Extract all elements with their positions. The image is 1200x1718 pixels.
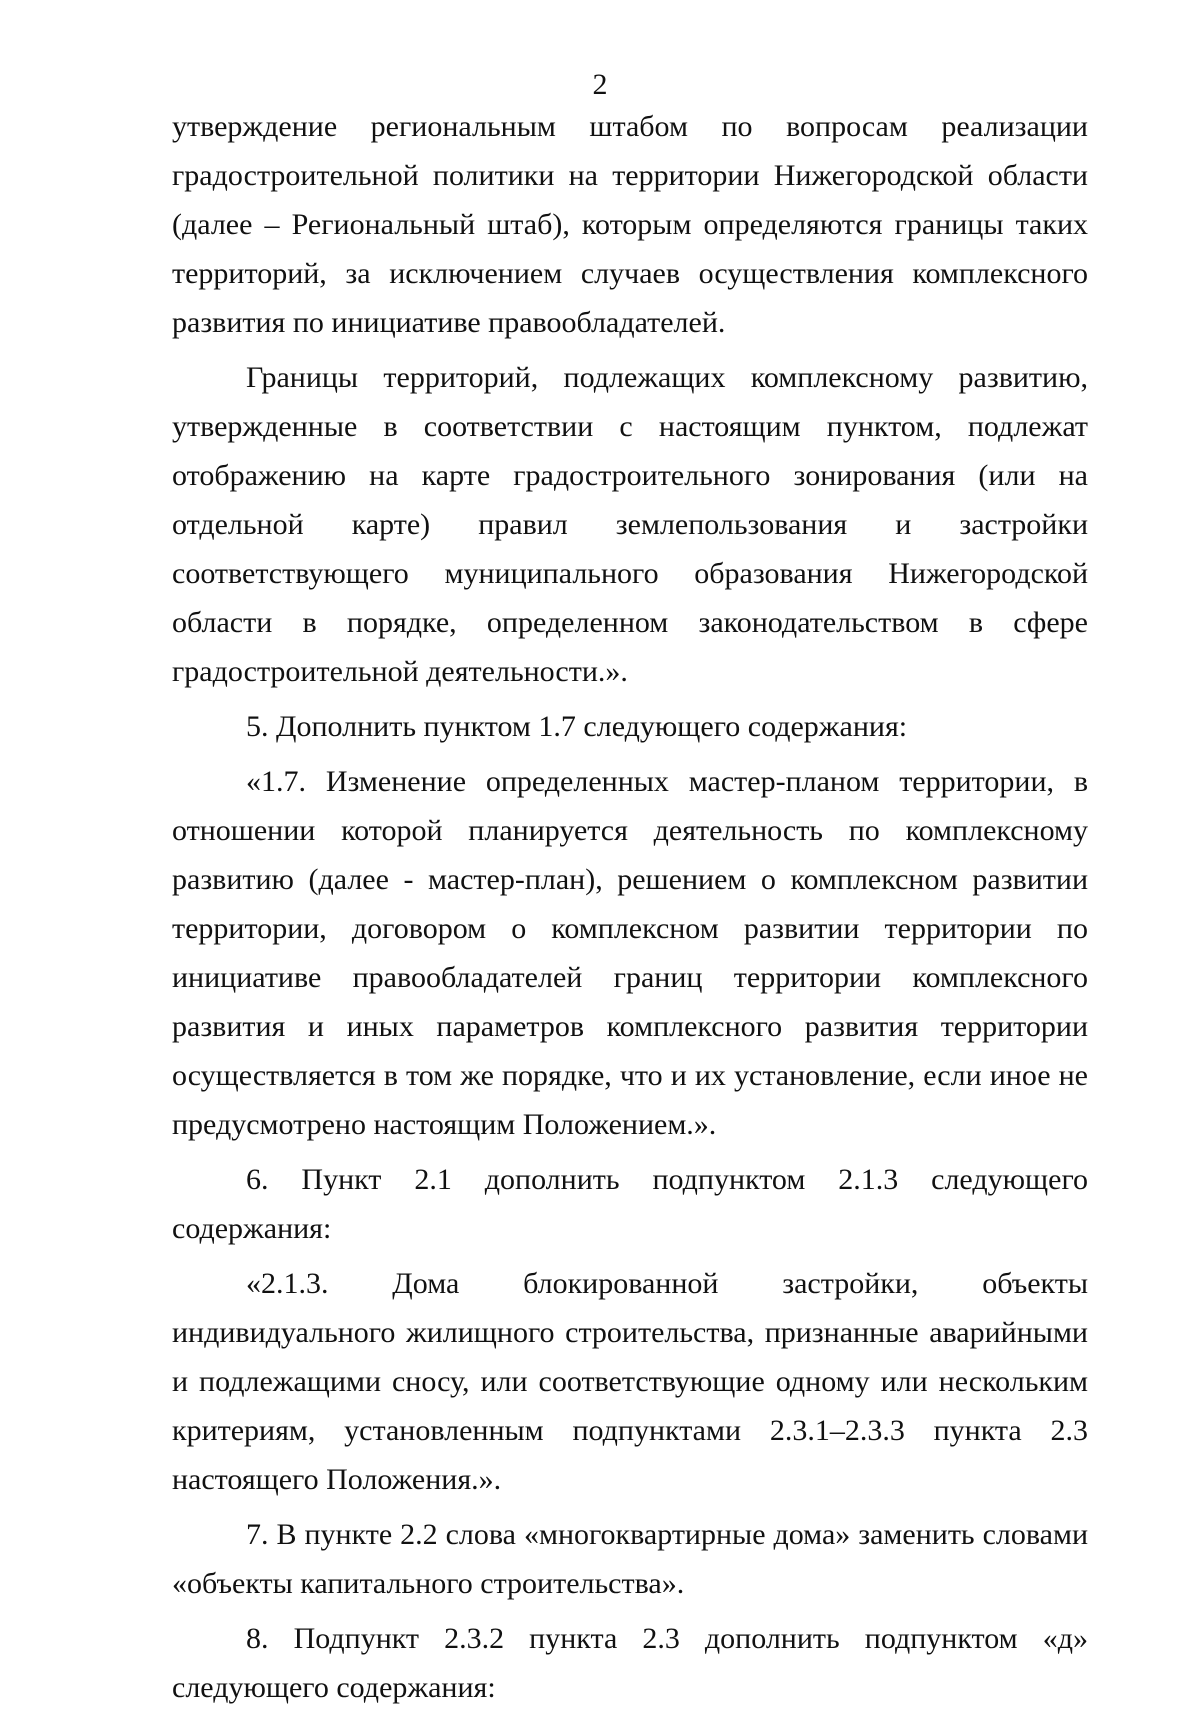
paragraph-item-8: 8. Подпункт 2.3.2 пункта 2.3 дополнить подпунктом «д» следующего содержания: xyxy=(172,1622,1088,1704)
paragraph-continuation: утверждение региональным штабом по вопросам реализации градостроительной политики на территории Нижегородской области (далее – Региональный штаб), которым определяются границы таких территорий, за исключением случаев осуществления комплексного развития по инициативе правообладателей. xyxy=(172,110,1088,339)
document-body xyxy=(172,102,1088,1718)
paragraph-clause-1-7: «1.7. Изменение определенных мастер-планом территории, в отношении которой планируется деятельность по комплексному развитию (далее - мастер-план), решением о комплексном развитии территории, договором о комплексном развитии территории по инициативе правообладателей границ территории комплексного развития и иных параметров комплексного развития территории осуществляется в том же порядке, что и их установление, если иное не предусмотрено настоящим Положением.». xyxy=(172,765,1088,1141)
paragraph-boundaries: Границы территорий, подлежащих комплексному развитию, утвержденные в соответствии с настоящим пунктом, подлежат отображению на карте градостроительного зонирования (или на отдельной карте) правил землепользования и застройки соответствующего муниципального образования Нижегородской области в порядке, определенном законодательством в сфере градостроительной деятельности.». xyxy=(172,361,1088,688)
page-number: 2 xyxy=(592,68,608,101)
paragraph-clause-2-1-3: «2.1.3. Дома блокированной застройки, объекты индивидуального жилищного строительства, признанные аварийными и подлежащими сносу, или соответствующие одному или нескольким критериям, установленным подпунктами 2.3.1–2.3.3 пункта 2.3 настоящего Положения.». xyxy=(172,1267,1088,1496)
paragraph-item-5: 5. Дополнить пунктом 1.7 следующего содержания: xyxy=(246,710,908,743)
paragraph-item-6: 6. Пункт 2.1 дополнить подпунктом 2.1.3 следующего содержания: xyxy=(172,1163,1088,1245)
paragraph-item-7: 7. В пункте 2.2 слова «многоквартирные дома» заменить словами «объекты капитального строительства». xyxy=(172,1518,1088,1600)
